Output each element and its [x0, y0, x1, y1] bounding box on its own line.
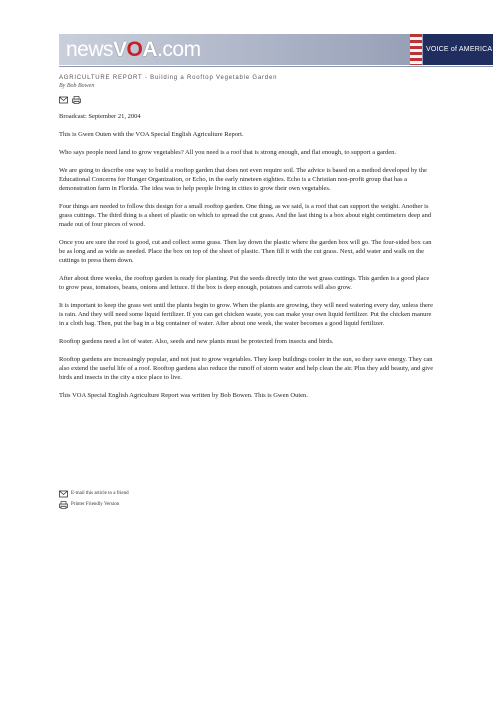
logo-o: O [126, 37, 143, 61]
article-paragraph: We are going to describe one way to build a rooftop garden that does not even require soil. The advice is based on a method developed by the Educational Concerns for Hunger Organization, or Echo, in the early nineteen eighties. Echo is a Christian non-profit group that has a demonstration farm in Florida. The idea was to help people living in cities to grow their own vegetables. [59, 167, 427, 192]
printer-icon[interactable] [72, 91, 81, 99]
flag-stripes-decoration [410, 34, 422, 65]
newsvoa-logo[interactable] [66, 38, 201, 62]
article-paragraph: Four things are needed to follow this design for a small rooftop garden. One thing, as we said, is a roof that can support the weight. Another is grass cuttings. The third thing is a sheet of plastic on which to spread the cut grass. And the last thing is a box about eight centimeters deep and made out of four pieces of wood. [59, 203, 432, 228]
brand-name: VOICE of AMERICA [426, 46, 493, 53]
article-paragraph: This is Gwen Outen with the VOA Special English Agriculture Report. [59, 131, 244, 138]
logo-news: news [66, 37, 114, 61]
article-tool-icons [59, 91, 81, 99]
article-credits: This VOA Special English Agriculture Report was written by Bob Bowen. This is Gwen Outen. [59, 392, 308, 399]
email-icon [59, 490, 68, 498]
printer-icon [59, 501, 68, 509]
article-paragraph: Once you are sure the roof is good, cut and collect some grass. Then lay down the plastic where the garden box will go. The four-sided box can be as long and as wide as needed. Place the box on top of the sheet of plastic. Then fill it with the cut grass. Next, add water and walk on the cuttings to press them down. [59, 239, 432, 264]
email-icon[interactable] [59, 91, 68, 99]
site-header-banner [59, 34, 493, 65]
printer-friendly-link[interactable] [59, 499, 129, 510]
article-paragraph: Rooftop gardens need a lot of water. Also, seeds and new plants must be protected from insects and birds. [59, 338, 334, 345]
article-section-title: AGRICULTURE REPORT - Building a Rooftop Vegetable Garden [59, 75, 278, 81]
logo-v: V [113, 37, 127, 61]
email-article-link[interactable] [59, 488, 129, 499]
article-footer-tools [59, 488, 129, 510]
article-paragraph: It is important to keep the grass wet until the plants begin to grow. When the plants are growing, they will need watering every day, unless there is rain. And they will need some liquid fertilizer. If you can get chicken waste, you can make your own liquid fertilizer. Put the chicken manure in a cloth bag. Then, put the bag in a big container of water. After about one week, the water becomes a good liquid fertilizer. [59, 302, 433, 327]
broadcast-date: Broadcast: September 21, 2004 [59, 113, 141, 120]
article-paragraph: Who says people need land to grow vegetables? All you need is a roof that is strong enough, and flat enough, to support a garden. [59, 149, 397, 156]
email-article-label: E-mail this article to a friend [71, 491, 129, 496]
article-paragraph: After about three weeks, the rooftop garden is ready for planting. Put the seeds directly into the wet grass cuttings. This garden is a good place to grow peas, tomatoes, beans, onions and lettuce. If the box is deep enough, potatoes and carrots will also grow. [59, 275, 430, 291]
header-divider [59, 66, 493, 67]
article-byline: By Bob Bowen [59, 83, 95, 89]
article-paragraph: Rooftop gardens are increasingly popular, and not just to grow vegetables. They keep buildings cooler in the sun, so they save energy. They can also extend the useful life of a roof. Rooftop gardens also reduce the runoff of storm water and help clean the air. Plus they add beauty, and give birds and insects in the city a nice place to live. [59, 356, 434, 381]
voice-of-america-brand[interactable] [423, 34, 493, 65]
printer-friendly-label: Printer Friendly Version [71, 502, 120, 507]
logo-a: A [142, 37, 158, 61]
logo-com: .com [157, 37, 201, 61]
article-body [59, 112, 435, 409]
